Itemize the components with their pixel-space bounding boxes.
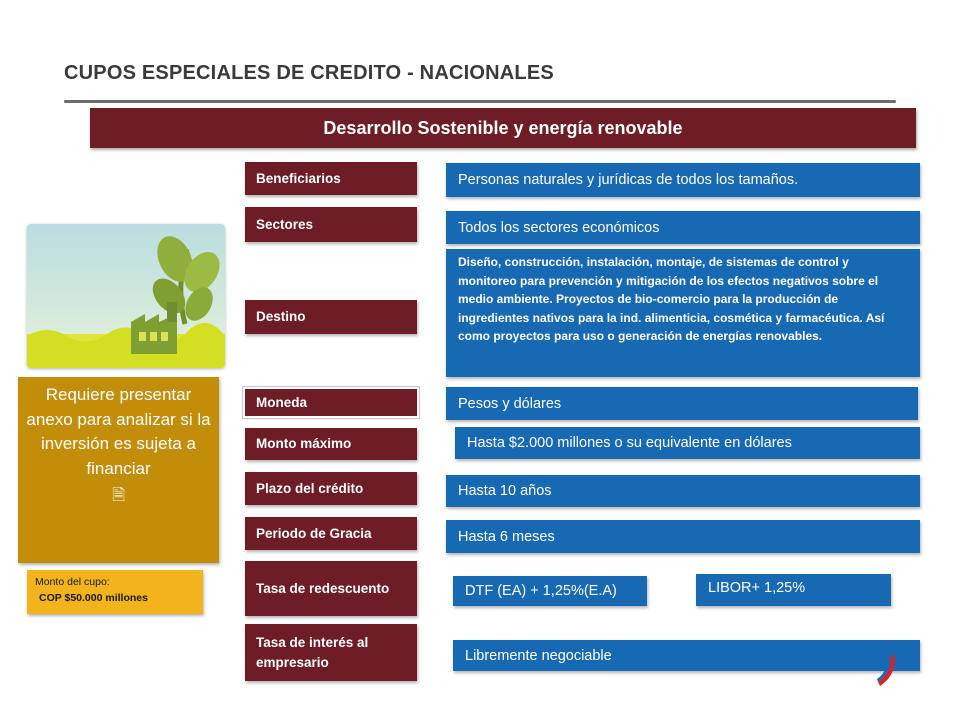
value-plazo: Hasta 10 años <box>446 475 920 507</box>
title-divider <box>64 100 896 103</box>
page-title: CUPOS ESPECIALES DE CREDITO - NACIONALES <box>64 62 554 84</box>
value-redescuento-dolares: LIBOR+ 1,25% <box>696 574 891 606</box>
value-redescuento-pesos: DTF (EA) + 1,25%(E.A) <box>453 576 647 606</box>
cupo-label: Monto del cupo: <box>35 576 110 588</box>
label-moneda: Moneda <box>245 389 417 416</box>
requirement-note <box>18 377 219 563</box>
label-destino: Destino <box>245 300 417 334</box>
section-banner: Desarrollo Sostenible y energía renovable <box>90 108 916 148</box>
cupo-box <box>27 570 203 614</box>
value-moneda: Pesos y dólares <box>446 387 918 420</box>
value-beneficiarios: Personas naturales y jurídicas de todos los tamaños. <box>446 163 920 197</box>
label-monto-maximo: Monto máximo <box>245 428 417 460</box>
label-interes: Tasa de interés al empresario <box>245 624 417 681</box>
label-gracia: Periodo de Gracia <box>245 517 417 550</box>
eco-factory-icon <box>27 224 225 368</box>
value-interes: Libremente negociable <box>453 640 920 671</box>
value-destino: Diseño, construcción, instalación, montaje, de sistemas de control y monitoreo para prevención y mitigación de los efectos negativos sobre el medio ambiente. Proyectos de bio-comercio para la producción de ingredientes nativos para la ind. alimenticia, cosmética y farmacéutica. Así como proyectos para uso o generación de energías renovables. <box>446 249 920 377</box>
label-beneficiarios: Beneficiarios <box>245 162 417 195</box>
requirement-note-text: Requiere presentar anexo para analizar si la inversión es sujeta a financiar <box>26 385 211 478</box>
eco-factory-illustration <box>27 224 225 368</box>
label-plazo: Plazo del crédito <box>245 472 417 505</box>
value-sectores: Todos los sectores económicos <box>446 211 920 244</box>
label-sectores: Sectores <box>245 207 417 242</box>
value-monto-maximo: Hasta $2.000 millones o su equivalente en dólares <box>455 427 920 459</box>
document-icon: 🗎 <box>112 486 125 504</box>
cupo-amount: COP $50.000 millones <box>39 591 148 604</box>
label-redescuento: Tasa de redescuento <box>245 561 417 616</box>
corner-decoration-icon <box>876 652 898 688</box>
value-gracia: Hasta 6 meses <box>446 520 920 553</box>
